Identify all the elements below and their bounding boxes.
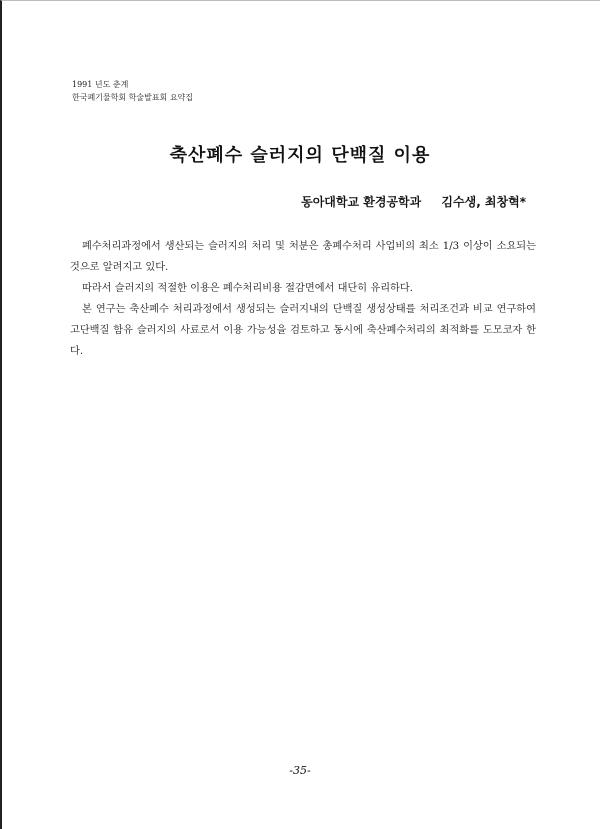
author-line xyxy=(301,193,526,210)
proceedings-header xyxy=(72,78,193,104)
abstract-paragraph: 본 연구는 축산폐수 처리과정에서 생성되는 슬러지내의 단백질 생성상태를 처리조건과 비교 연구하여 고단백질 함유 슬러지의 사료로서 이용 가능성을 검토하고 동시에 축산폐수처리의 최적화를 도모코자 한다. xyxy=(70,304,536,357)
header-year-line: 1991 년도 춘계 xyxy=(72,80,129,89)
author-affiliation: 동아대학교 환경공학과 xyxy=(301,195,422,209)
header-proceedings-line: 한국폐기물학회 학술발표회 요약집 xyxy=(72,93,194,102)
page-number: -35- xyxy=(289,764,311,777)
abstract-paragraph: 따라서 슬러지의 적절한 이용은 폐수처리비용 절감면에서 대단히 유리하다. xyxy=(82,283,413,294)
paper-title: 축산폐수 슬러지의 단백질 이용 xyxy=(169,145,431,166)
abstract-paragraph: 폐수처리과정에서 생산되는 슬러지의 처리 및 처분은 총폐수처리 사업비의 최소 1/3 이상이 소요되는 것으로 알려지고 있다. xyxy=(70,241,536,273)
author-names: 김수생, 최창혁* xyxy=(441,195,526,209)
abstract-body xyxy=(70,236,536,362)
